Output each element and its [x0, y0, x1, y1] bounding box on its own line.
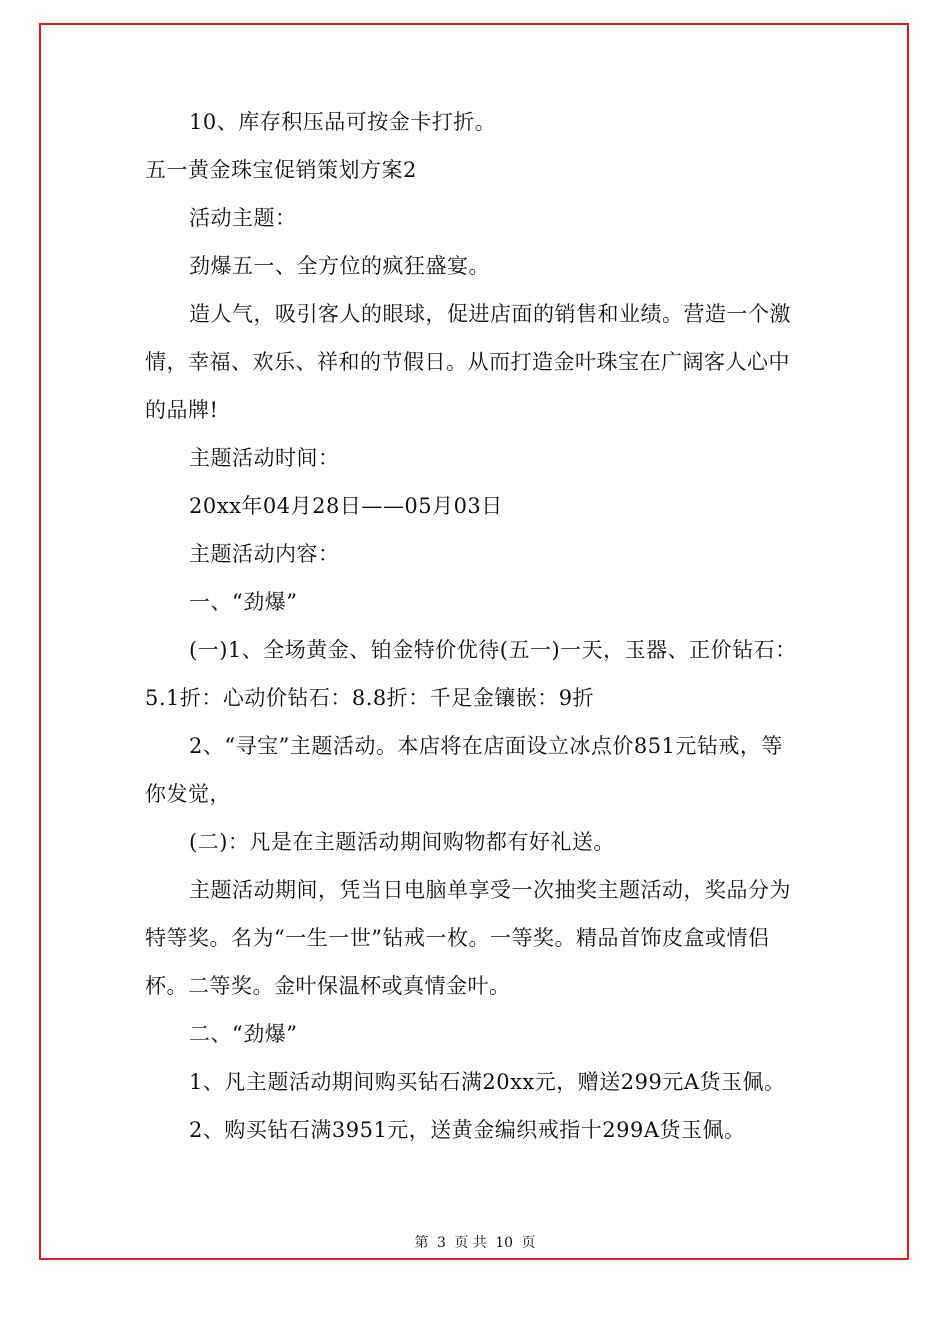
text-line: (二)：凡是在主题活动期间购物都有好礼送。	[189, 830, 615, 854]
text-line: 二、“劲爆”	[189, 1022, 298, 1046]
text-line: 造人气，吸引客人的眼球，促进店面的销售和业绩。营造一个激	[189, 302, 791, 326]
text-line: 1、凡主题活动期间购买钻石满20xx元，赠送299元A货玉佩。	[189, 1070, 786, 1094]
text-line: 杯。二等奖。金叶保温杯或真情金叶。	[145, 974, 511, 998]
text-line: 五一黄金珠宝促销策划方案2	[145, 158, 417, 182]
footer-prefix: 第	[414, 1235, 429, 1251]
text-line: 活动主题：	[189, 206, 297, 230]
text-line: 情，幸福、欢乐、祥和的节假日。从而打造金叶珠宝在广阔客人心中	[145, 350, 790, 374]
text-line: 的品牌!	[145, 398, 219, 422]
document-body	[145, 98, 805, 1154]
text-line: 20xx年04月28日——05月03日	[189, 494, 503, 518]
text-line: 你发觉，	[145, 782, 231, 806]
text-line: 2、“寻宝”主题活动。本店将在店面设立冰点价851元钻戒，等	[189, 734, 783, 758]
text-line: 10、库存积压品可按金卡打折。	[189, 110, 497, 134]
footer-suffix: 页	[521, 1235, 536, 1251]
text-line: 主题活动内容：	[189, 542, 340, 566]
text-line: 一、“劲爆”	[189, 590, 298, 614]
text-line: 主题活动时间：	[189, 446, 340, 470]
footer-total-pages: 10	[495, 1235, 514, 1251]
text-line: 2、购买钻石满3951元，送黄金编织戒指十299A货玉佩。	[189, 1118, 746, 1142]
text-line: 主题活动期间，凭当日电脑单享受一次抽奖主题活动，奖品分为	[189, 878, 791, 902]
text-line: 5.1折：心动价钻石：8.8折：千足金镶嵌：9折	[145, 686, 595, 710]
page-footer	[0, 1233, 950, 1253]
text-line: (一)1、全场黄金、铂金特价优待(五一)一天，玉器、正价钻石：	[189, 638, 797, 662]
footer-page-number: 3	[436, 1235, 446, 1251]
text-line: 特等奖。名为“一生一世”钻戒一枚。一等奖。精品首饰皮盒或情侣	[145, 926, 770, 950]
footer-middle: 页 共	[454, 1235, 487, 1251]
text-line: 劲爆五一、全方位的疯狂盛宴。	[189, 254, 490, 278]
